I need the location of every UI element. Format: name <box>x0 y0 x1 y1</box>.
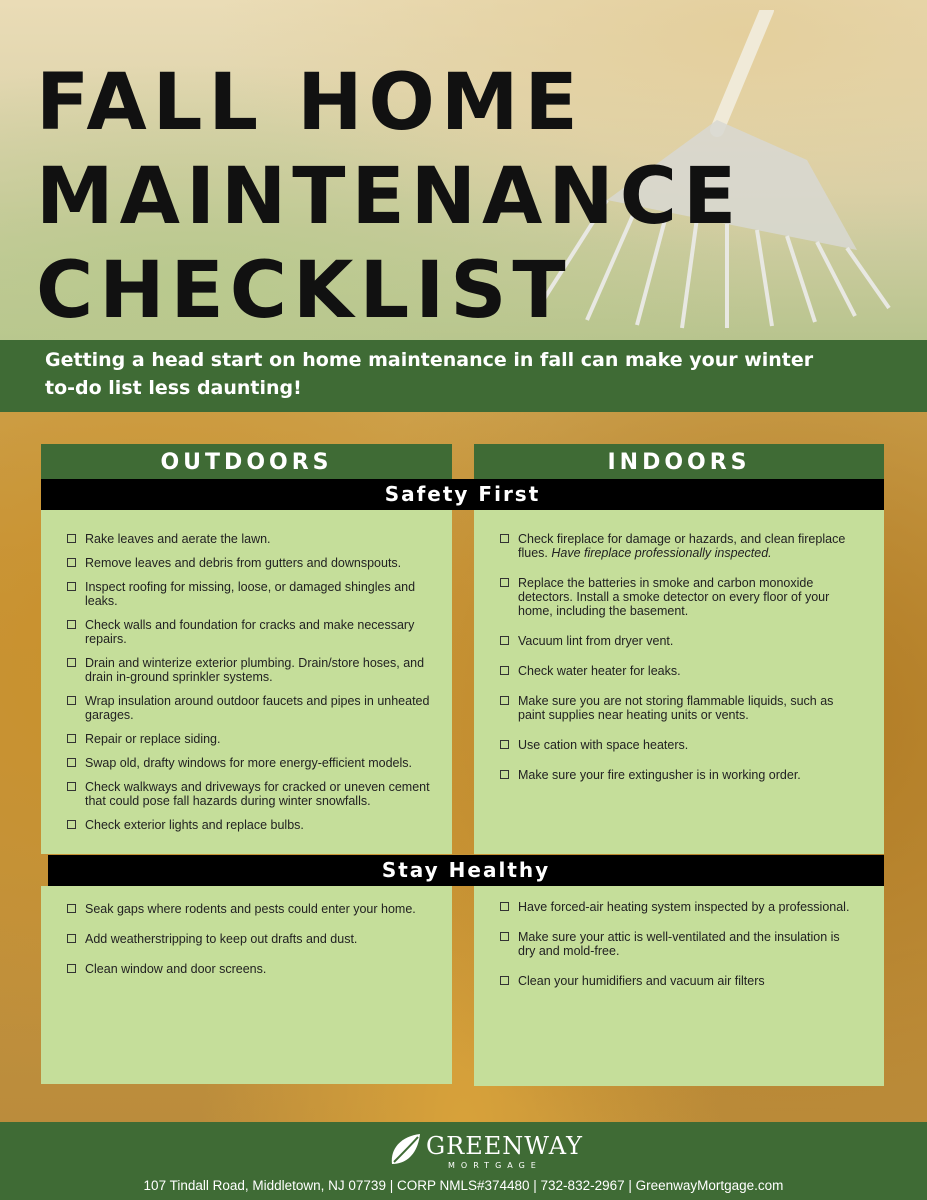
safety-indoors-list <box>500 532 860 798</box>
checklist-text: Inspect roofing for missing, loose, or damaged shingles and leaks. <box>85 580 416 608</box>
stay-healthy-heading: Stay Healthy <box>48 855 884 886</box>
checklist-text: Rake leaves and aerate the lawn. <box>85 532 271 546</box>
checklist-text: Check walls and foundation for cracks and make necessary repairs. <box>85 618 415 646</box>
checkbox-icon[interactable] <box>67 782 76 791</box>
list-item <box>67 932 442 946</box>
list-item <box>67 818 442 832</box>
checkbox-icon[interactable] <box>67 904 76 913</box>
checkbox-icon[interactable] <box>500 666 509 675</box>
greenway-logo[interactable] <box>388 1130 583 1170</box>
checkbox-icon[interactable] <box>67 620 76 629</box>
checkbox-icon[interactable] <box>67 696 76 705</box>
checklist-text: Add weatherstripping to keep out drafts and dust. <box>85 932 358 946</box>
checkbox-icon[interactable] <box>67 658 76 667</box>
checklist-text: Wrap insulation around outdoor faucets and pipes in unheated garages. <box>85 694 430 722</box>
checklist-text: Drain and winterize exterior plumbing. Drain/store hoses, and drain in-ground sprinkler systems. <box>85 656 425 684</box>
logo-brand: GREENWAY <box>426 1132 583 1160</box>
list-item <box>500 930 860 958</box>
checklist-text: Make sure your fire extingusher is in working order. <box>518 768 801 782</box>
indoors-header: INDOORS <box>474 444 884 480</box>
checklist-text: Check walkways and driveways for cracked or uneven cement that could pose fall hazards during winter snowfalls. <box>85 780 430 808</box>
checkbox-icon[interactable] <box>67 934 76 943</box>
checklist-text: Check exterior lights and replace bulbs. <box>85 818 304 832</box>
checkbox-icon[interactable] <box>500 976 509 985</box>
checklist-text: Repair or replace siding. <box>85 732 221 746</box>
checklist-text: Use cation with space heaters. <box>518 738 689 752</box>
list-item <box>500 694 860 722</box>
list-item <box>67 732 442 746</box>
checkbox-icon[interactable] <box>500 534 509 543</box>
checklist-text: Check water heater for leaks. <box>518 664 681 678</box>
list-item <box>67 756 442 770</box>
checkbox-icon[interactable] <box>67 964 76 973</box>
checkbox-icon[interactable] <box>500 636 509 645</box>
list-item <box>67 962 442 976</box>
list-item <box>500 634 860 648</box>
safety-first-heading: Safety First <box>41 479 884 510</box>
checklist-text: Clean window and door screens. <box>85 962 267 976</box>
list-item <box>67 694 442 722</box>
logo-subtext: MORTGAGE <box>448 1161 542 1170</box>
list-item <box>500 664 860 678</box>
checklist-text: Swap old, drafty windows for more energy-efficient models. <box>85 756 413 770</box>
list-item <box>500 738 860 752</box>
checkbox-icon[interactable] <box>67 820 76 829</box>
checkbox-icon[interactable] <box>500 932 509 941</box>
checkbox-icon[interactable] <box>67 758 76 767</box>
checkbox-icon[interactable] <box>500 902 509 911</box>
checklist-text: Remove leaves and debris from gutters and downspouts. <box>85 556 402 570</box>
list-item <box>67 618 442 646</box>
subtitle-line-2: to-do list less daunting! <box>45 377 302 399</box>
title-line-3: CHECKLIST <box>36 246 572 336</box>
checklist-italic-text: Have fireplace professionally inspected. <box>551 546 772 560</box>
list-item <box>67 556 442 570</box>
checklist-text: Have forced-air heating system inspected by a professional. <box>518 900 850 914</box>
list-item <box>67 780 442 808</box>
leaf-icon <box>388 1132 422 1168</box>
checklist-text: Clean your humidifiers and vacuum air filters <box>518 974 765 988</box>
page-title <box>36 56 742 338</box>
checkbox-icon[interactable] <box>500 740 509 749</box>
outdoors-header: OUTDOORS <box>41 444 452 480</box>
list-item <box>67 902 442 916</box>
list-item <box>500 768 860 782</box>
title-line-2: MAINTENANCE <box>36 152 743 242</box>
checkbox-icon[interactable] <box>67 534 76 543</box>
title-line-1: FALL HOME <box>36 58 584 148</box>
safety-outdoors-list <box>67 532 442 842</box>
list-item <box>67 580 442 608</box>
checklist-text: Seak gaps where rodents and pests could enter your home. <box>85 902 416 916</box>
list-item <box>500 974 860 988</box>
subtitle-line-1: Getting a head start on home maintenance in fall can make your winter <box>45 349 814 371</box>
list-item <box>67 532 442 546</box>
checklist-text: Check fireplace for damage or hazards, and clean fireplace flues. <box>518 532 846 560</box>
checkbox-icon[interactable] <box>500 770 509 779</box>
hero-photo <box>0 0 927 340</box>
checkbox-icon[interactable] <box>500 578 509 587</box>
checkbox-icon[interactable] <box>67 734 76 743</box>
subtitle-banner <box>0 340 927 412</box>
checklist-text: Make sure you are not storing flammable liquids, such as paint supplies near heating units or vents. <box>518 694 834 722</box>
list-item <box>500 532 860 560</box>
checklist-text: Replace the batteries in smoke and carbon monoxide detectors. Install a smoke detector on every floor of your home, including the basement. <box>518 576 830 618</box>
checkbox-icon[interactable] <box>67 558 76 567</box>
checkbox-icon[interactable] <box>500 696 509 705</box>
list-item <box>67 656 442 684</box>
healthy-indoors-list <box>500 900 860 1004</box>
checklist-text: Vacuum lint from dryer vent. <box>518 634 674 648</box>
list-item <box>500 900 860 914</box>
checklist-text: Make sure your attic is well-ventilated and the insulation is dry and mold-free. <box>518 930 840 958</box>
healthy-outdoors-list <box>67 902 442 992</box>
checkbox-icon[interactable] <box>67 582 76 591</box>
footer <box>0 1122 927 1200</box>
footer-address: 107 Tindall Road, Middletown, NJ 07739 | CORP NMLS#374480 | 732-832-2967 | GreenwayMortgage.com <box>143 1178 784 1193</box>
list-item <box>500 576 860 618</box>
